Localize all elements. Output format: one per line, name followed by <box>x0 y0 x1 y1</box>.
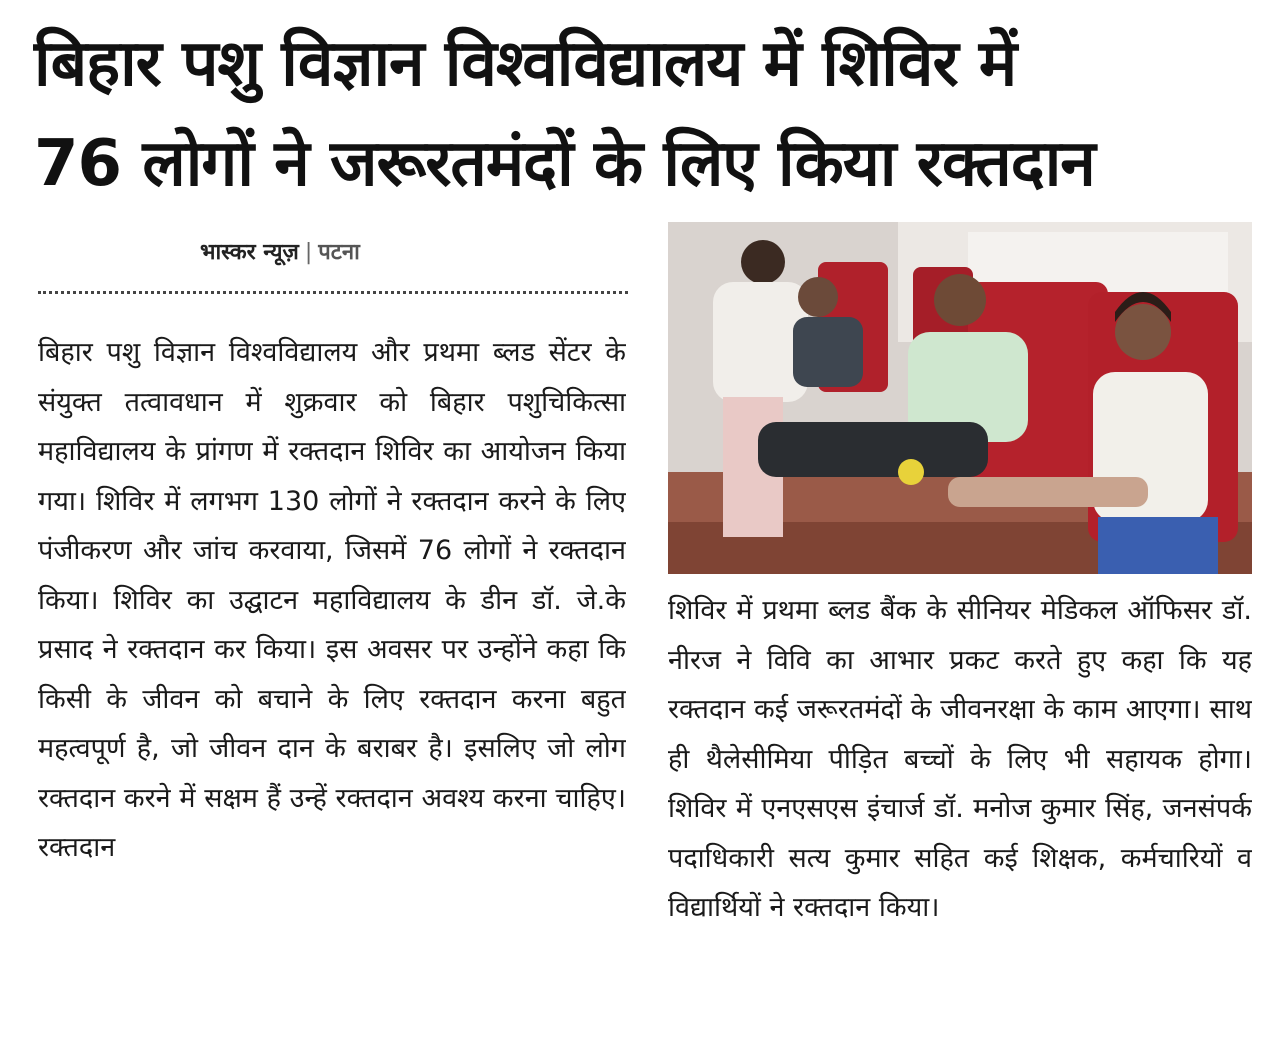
byline-divider <box>38 291 628 294</box>
body-column-right <box>668 586 1252 1046</box>
byline <box>200 236 360 266</box>
headline-line-2: 76 लोगों ने जरूरतमंदों के लिए किया रक्तदान <box>34 127 1095 201</box>
headline <box>34 14 1254 214</box>
byline-source: भास्कर न्यूज़ <box>200 240 299 265</box>
byline-separator: | <box>304 240 313 265</box>
headline-line-1: बिहार पशु विज्ञान विश्वविद्यालय में शिविर में <box>34 27 1017 101</box>
news-photo <box>668 222 1252 574</box>
body-text-left: बिहार पशु विज्ञान विश्वविद्यालय और प्रथमा ब्लड सेंटर के संयुक्त तत्वावधान में शुक्रवार को बिहार पशुचिकित्सा महाविद्यालय के प्रांगण में रक्तदान शिविर का आयोजन किया गया। शिविर में लगभग 130 लोगों ने रक्तदान करने के लिए पंजीकरण और जांच करवाया, जिसमें 76 लोगों ने रक्तदान किया। शिविर का उद्घाटन महाविद्यालय के डीन डॉ. जे.के प्रसाद ने रक्तदान कर किया। इस अवसर पर उन्होंने कहा कि किसी के जीवन को बचाने के लिए रक्तदान करना बहुत महत्वपूर्ण है, जो जीवन दान के बराबर है। इसलिए जो लोग रक्तदान करने में सक्षम हैं उन्हें रक्तदान अवश्य करना चाहिए। रक्तदान <box>38 337 626 863</box>
byline-city: पटना <box>318 240 360 265</box>
body-text-right: शिविर में प्रथमा ब्लड बैंक के सीनियर मेडिकल ऑफिसर डॉ. नीरज ने विवि का आभार प्रकट करते हुए कहा कि यह रक्तदान कई जरूरतमंदों के जीवनरक्षा के काम आएगा। साथ ही थैलेसीमिया पीड़ित बच्चों के लिए भी सहायक होगा। शिविर में एनएसएस इंचार्ज डॉ. मनोज कुमार सिंह, जनसंपर्क पदाधिकारी सत्य कुमार सहित कई शिक्षक, कर्मचारियों व विद्यार्थियों ने रक्तदान किया। <box>668 595 1252 923</box>
body-column-left <box>38 328 626 1043</box>
blood-donation-photo <box>668 222 1252 574</box>
